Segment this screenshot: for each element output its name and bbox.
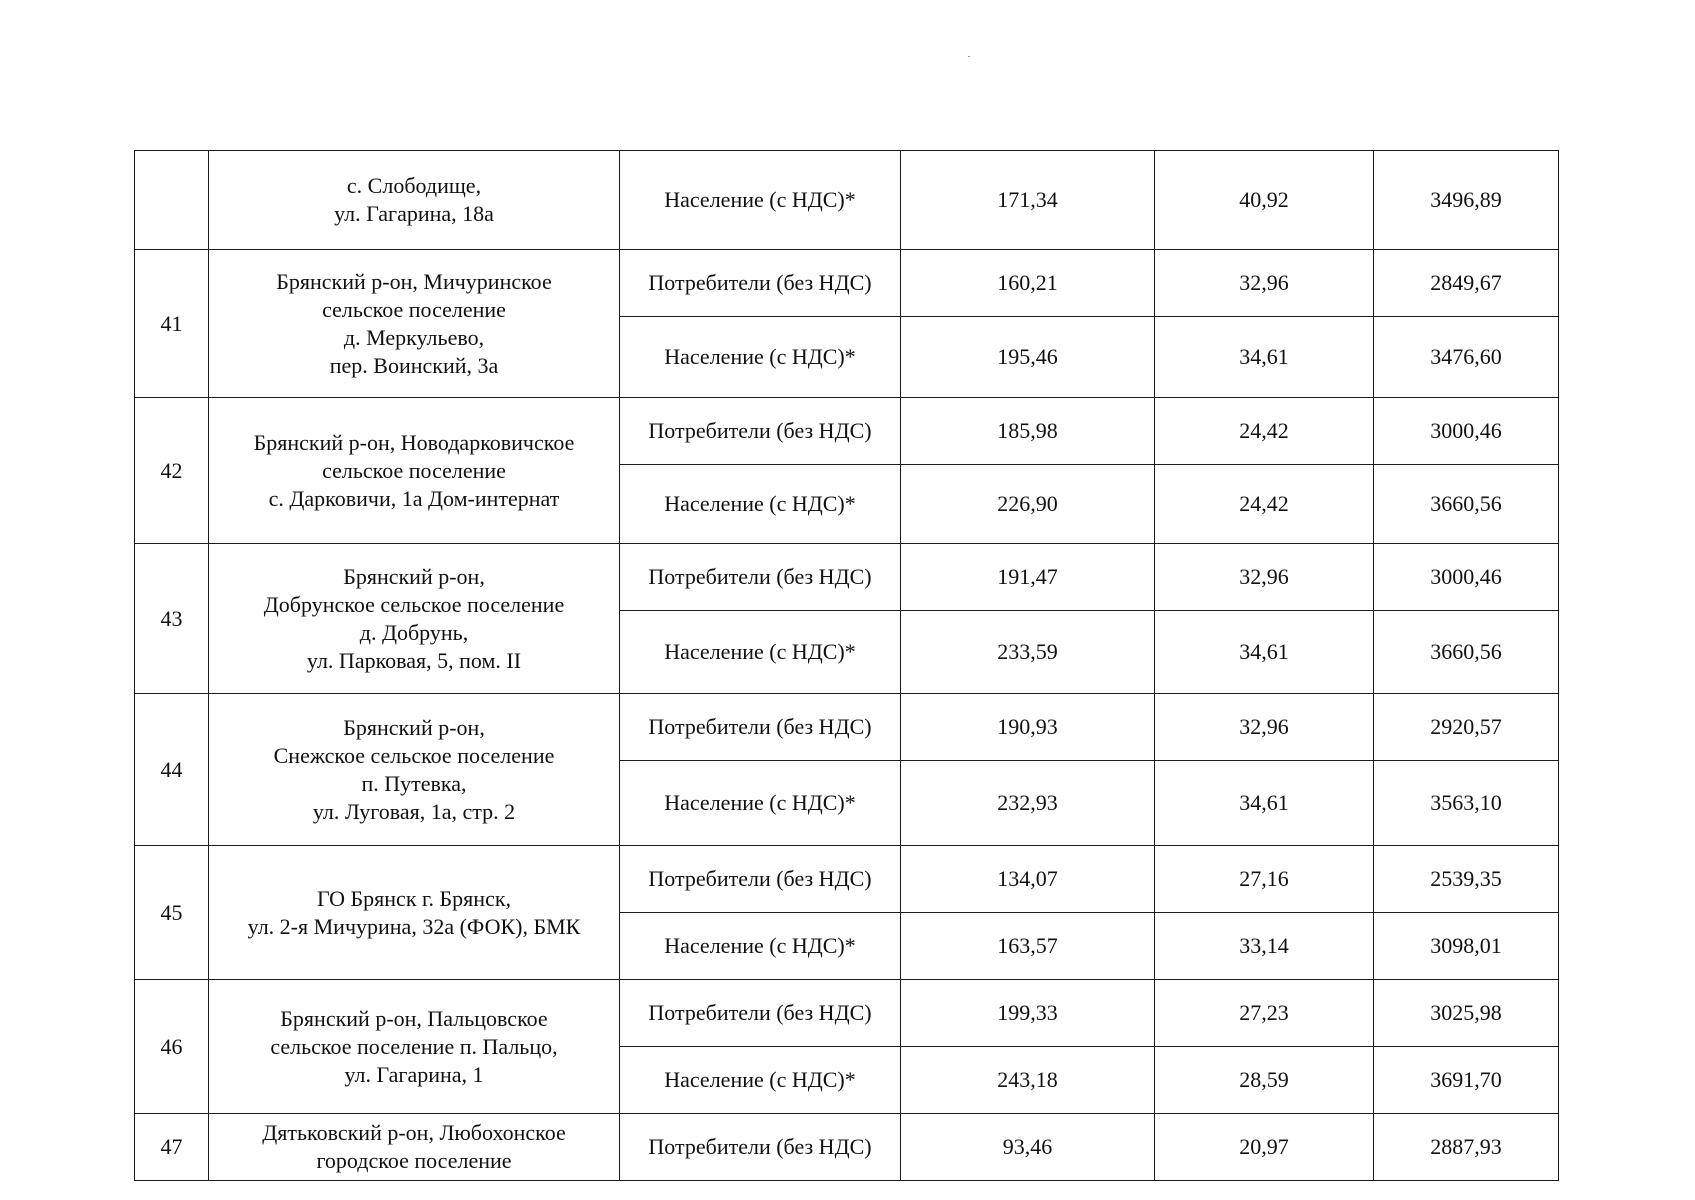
consumer-type: Потребители (без НДС) (620, 694, 901, 761)
row-number (135, 151, 209, 250)
consumer-type: Потребители (без НДС) (620, 544, 901, 611)
value-cell: 2849,67 (1374, 250, 1559, 317)
consumer-type: Население (с НДС)* (620, 761, 901, 846)
consumer-type: Население (с НДС)* (620, 465, 901, 544)
value-cell: 3691,70 (1374, 1047, 1559, 1114)
value-cell: 24,42 (1155, 398, 1374, 465)
address-line: Добрунское сельское поселение (263, 591, 565, 617)
value-cell: 233,59 (901, 611, 1155, 694)
address-line: Снежское сельское поселение (273, 742, 555, 768)
value-cell: 33,14 (1155, 913, 1374, 980)
address-line: Брянский р-он, (343, 563, 485, 589)
consumer-type: Население (с НДС)* (620, 151, 901, 250)
address-line: п. Путевка, (361, 770, 467, 796)
value-cell: 3000,46 (1374, 398, 1559, 465)
row-number: 44 (135, 694, 209, 846)
value-cell: 185,98 (901, 398, 1155, 465)
address-line: ул. Гагарина, 18а (334, 201, 494, 226)
address-line: с. Слободище, (346, 173, 482, 198)
value-cell: 232,93 (901, 761, 1155, 846)
address-cell (209, 694, 620, 846)
address-cell (209, 980, 620, 1114)
address-line: Брянский р-он, Мичуринское (276, 268, 552, 294)
consumer-type: Потребители (без НДС) (620, 846, 901, 913)
value-cell: 226,90 (901, 465, 1155, 544)
consumer-type: Потребители (без НДС) (620, 398, 901, 465)
table-row (135, 846, 1559, 913)
consumer-type: Население (с НДС)* (620, 611, 901, 694)
consumer-type: Население (с НДС)* (620, 1047, 901, 1114)
value-cell: 195,46 (901, 317, 1155, 398)
table-row (135, 151, 1559, 250)
address-cell (209, 1114, 620, 1181)
address-line: Брянский р-он, (343, 714, 485, 740)
value-cell: 171,34 (901, 151, 1155, 250)
address-line: Брянский р-он, Новодарковичское (253, 429, 575, 455)
address-cell (209, 250, 620, 398)
value-cell: 2887,93 (1374, 1114, 1559, 1181)
address-cell (209, 846, 620, 980)
value-cell: 40,92 (1155, 151, 1374, 250)
value-cell: 3496,89 (1374, 151, 1559, 250)
value-cell: 2539,35 (1374, 846, 1559, 913)
value-cell: 27,16 (1155, 846, 1374, 913)
value-cell: 3660,56 (1374, 611, 1559, 694)
address-line: городское поселение (316, 1148, 512, 1173)
row-number: 43 (135, 544, 209, 694)
address-line: ул. Луговая, 1а, стр. 2 (312, 798, 516, 824)
address-line: Брянский р-он, Пальцовское (280, 1005, 548, 1031)
value-cell: 190,93 (901, 694, 1155, 761)
address-line: д. Меркульево, (343, 324, 485, 350)
consumer-type: Потребители (без НДС) (620, 250, 901, 317)
table-row (135, 694, 1559, 761)
value-cell: 28,59 (1155, 1047, 1374, 1114)
value-cell: 34,61 (1155, 317, 1374, 398)
value-cell: 34,61 (1155, 761, 1374, 846)
value-cell: 32,96 (1155, 250, 1374, 317)
consumer-type: Население (с НДС)* (620, 913, 901, 980)
value-cell: 24,42 (1155, 465, 1374, 544)
value-cell: 34,61 (1155, 611, 1374, 694)
address-line: ГО Брянск г. Брянск, (316, 885, 512, 911)
address-line: д. Добрунь, (359, 619, 469, 645)
address-line: ул. Гагарина, 1 (344, 1061, 484, 1087)
value-cell: 3000,46 (1374, 544, 1559, 611)
value-cell: 191,47 (901, 544, 1155, 611)
consumer-type: Потребители (без НДС) (620, 980, 901, 1047)
address-cell (209, 398, 620, 544)
table-row (135, 980, 1559, 1047)
row-number: 42 (135, 398, 209, 544)
row-number: 47 (135, 1114, 209, 1181)
tariff-table (134, 150, 1559, 1181)
value-cell: 163,57 (901, 913, 1155, 980)
value-cell: 3660,56 (1374, 465, 1559, 544)
address-line: пер. Воинский, 3а (329, 352, 499, 378)
address-cell (209, 544, 620, 694)
value-cell: 3025,98 (1374, 980, 1559, 1047)
consumer-type: Население (с НДС)* (620, 317, 901, 398)
value-cell: 243,18 (901, 1047, 1155, 1114)
value-cell: 20,97 (1155, 1114, 1374, 1181)
value-cell: 93,46 (901, 1114, 1155, 1181)
row-number: 46 (135, 980, 209, 1114)
row-number: 45 (135, 846, 209, 980)
value-cell: 32,96 (1155, 544, 1374, 611)
address-line: сельское поселение (322, 296, 506, 322)
address-line: сельское поселение п. Пальцо, (270, 1033, 558, 1059)
value-cell: 27,23 (1155, 980, 1374, 1047)
value-cell: 160,21 (901, 250, 1155, 317)
address-line: сельское поселение (322, 457, 506, 483)
row-number: 41 (135, 250, 209, 398)
address-line: с. Дарковичи, 1а Дом-интернат (268, 485, 560, 511)
table-row (135, 544, 1559, 611)
value-cell: 32,96 (1155, 694, 1374, 761)
address-cell (209, 151, 620, 250)
address-line: ул. 2-я Мичурина, 32а (ФОК), БМК (247, 913, 581, 939)
scan-speck (968, 56, 970, 57)
table-row (135, 1114, 1559, 1181)
value-cell: 2920,57 (1374, 694, 1559, 761)
table-row (135, 398, 1559, 465)
value-cell: 134,07 (901, 846, 1155, 913)
address-line: ул. Парковая, 5, пом. II (306, 647, 522, 673)
address-line: Дятьковский р-он, Любохонское (262, 1120, 566, 1145)
value-cell: 199,33 (901, 980, 1155, 1047)
value-cell: 3098,01 (1374, 913, 1559, 980)
consumer-type: Потребители (без НДС) (620, 1114, 901, 1181)
table-row (135, 250, 1559, 317)
value-cell: 3476,60 (1374, 317, 1559, 398)
value-cell: 3563,10 (1374, 761, 1559, 846)
